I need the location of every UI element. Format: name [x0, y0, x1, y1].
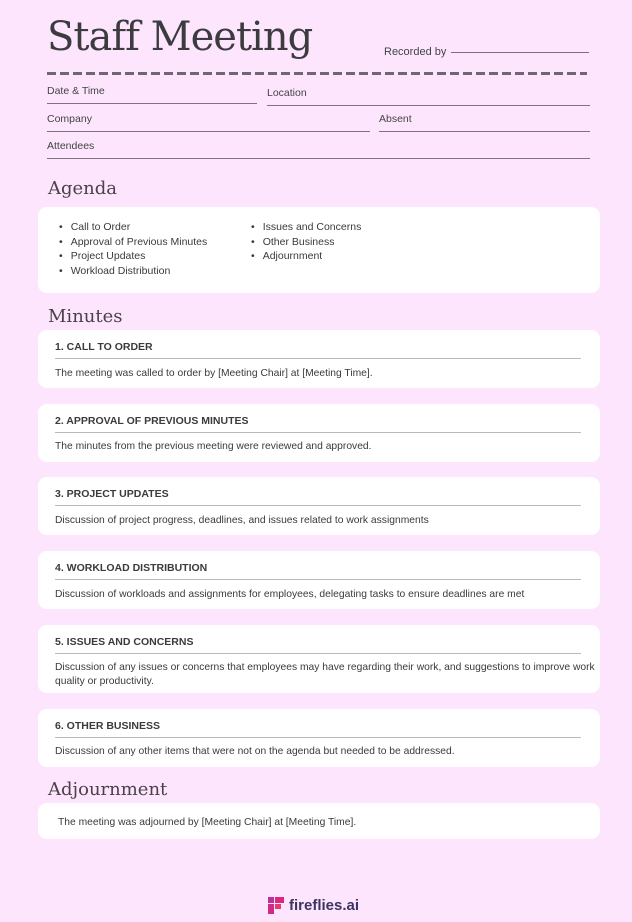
- agenda-item: • Workload Distribution: [59, 264, 207, 279]
- minutes-heading: 1. CALL TO ORDER: [55, 341, 581, 359]
- agenda-item: • Adjournment: [251, 249, 361, 264]
- recorded-by-line: [451, 52, 589, 53]
- minutes-card: [38, 709, 600, 767]
- company-field[interactable]: Company: [47, 113, 370, 132]
- agenda-item: • Other Business: [251, 235, 361, 250]
- minutes-heading: 5. ISSUES AND CONCERNS: [55, 636, 581, 654]
- minutes-card: [38, 404, 600, 462]
- adjournment-title: Adjournment: [48, 779, 168, 800]
- minutes-body: Discussion of any issues or concerns that employees may have regarding their work, and suggestions to improve work quality or productivity.: [55, 662, 595, 687]
- minutes-heading: 2. APPROVAL OF PREVIOUS MINUTES: [55, 415, 581, 433]
- agenda-item: • Call to Order: [59, 220, 207, 235]
- minutes-card: [38, 477, 600, 535]
- minutes-body: Discussion of workloads and assignments for employees, delegating tasks to ensure deadlines are met: [55, 589, 525, 600]
- minutes-title: Minutes: [48, 306, 123, 327]
- agenda-title: Agenda: [48, 178, 118, 199]
- page-title: Staff Meeting: [47, 14, 313, 60]
- adjournment-body: The meeting was adjourned by [Meeting Chair] at [Meeting Time].: [58, 817, 357, 828]
- minutes-heading: 6. OTHER BUSINESS: [55, 720, 581, 738]
- agenda-list-col1: [59, 220, 207, 278]
- minutes-card: [38, 625, 600, 693]
- minutes-body: Discussion of any other items that were not on the agenda but needed to be addressed.: [55, 746, 455, 757]
- adjournment-card: [38, 803, 600, 839]
- agenda-item: • Project Updates: [59, 249, 207, 264]
- attendees-field[interactable]: Attendees: [47, 140, 590, 159]
- agenda-list-col2: [251, 220, 361, 264]
- recorded-by-field[interactable]: [384, 46, 589, 58]
- fireflies-logo: [268, 897, 359, 914]
- minutes-card: [38, 330, 600, 388]
- agenda-card: [38, 207, 600, 293]
- fireflies-logo-icon: [268, 897, 284, 914]
- minutes-card: [38, 551, 600, 609]
- minutes-body: The minutes from the previous meeting were reviewed and approved.: [55, 441, 372, 452]
- agenda-item: • Approval of Previous Minutes: [59, 235, 207, 250]
- location-field[interactable]: Location: [267, 87, 590, 106]
- dashed-divider: [47, 72, 587, 75]
- agenda-item: • Issues and Concerns: [251, 220, 361, 235]
- minutes-heading: 4. WORKLOAD DISTRIBUTION: [55, 562, 581, 580]
- date-time-field[interactable]: Date & Time: [47, 85, 257, 104]
- absent-field[interactable]: Absent: [379, 113, 590, 132]
- minutes-body: The meeting was called to order by [Meeting Chair] at [Meeting Time].: [55, 368, 373, 379]
- minutes-body: Discussion of project progress, deadlines, and issues related to work assignments: [55, 515, 429, 526]
- logo-text: fireflies.ai: [289, 897, 360, 914]
- minutes-heading: 3. PROJECT UPDATES: [55, 488, 581, 506]
- recorded-by-label: Recorded by: [384, 46, 447, 58]
